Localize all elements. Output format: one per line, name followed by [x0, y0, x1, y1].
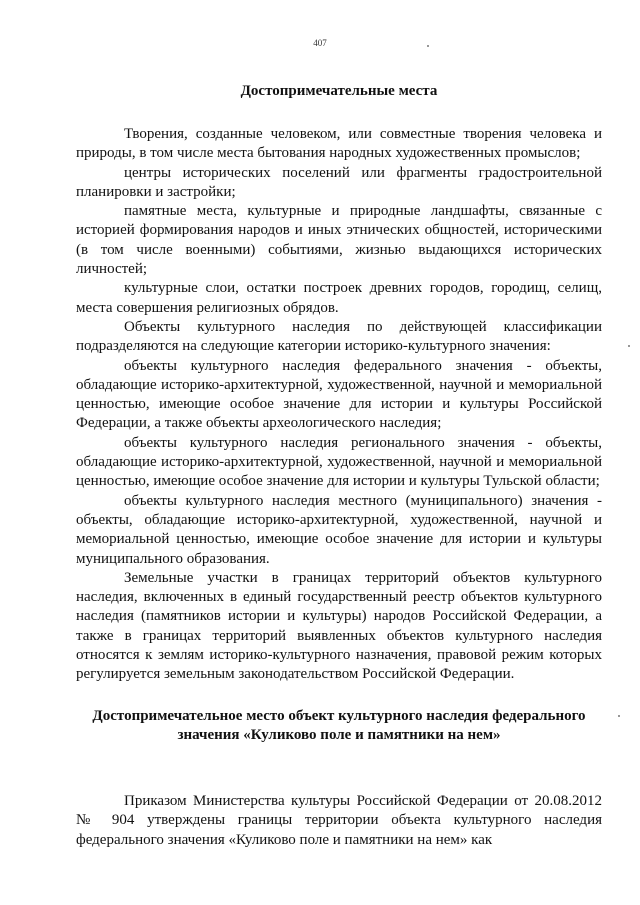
section-body-kulikovo-field [76, 792, 602, 850]
scan-speck [618, 715, 620, 717]
section-body-landmarks [76, 125, 602, 685]
page-number: 407 [313, 38, 327, 48]
paragraph: Земельные участки в границах территорий объектов культурного наследия, включенных в единый государственный реестр объектов культурного наследия (памятников истории и культуры) народов Российской Федерации, а также в границах территорий выявленных объектов культурного наследия относятся к землям историко-культурного назначения, правовой режим которых регулируется земельным законодательством Российской Федерации. [76, 569, 602, 683]
paragraph: Объекты культурного наследия по действующей классификации подразделяются на следующие категории историко-культурного значения: [76, 318, 602, 355]
paragraph: центры исторических поселений или фрагменты градостроительной планировки и застройки; [76, 164, 602, 200]
section-title-kulikovo-field: Достопримечательное место объект культурного наследия федерального значения «Куликово поле и памятники на нем» [92, 708, 586, 743]
paragraph: памятные места, культурные и природные ландшафты, связанные с историей формирования народов и иных этнических общностей, историческими (в том числе военными) событиями, жизнью выдающихся исторических личностей; [76, 203, 602, 278]
paragraph: Творения, созданные человеком, или совместные творения человека и природы, в том числе места бытования народных художественных промыслов; [76, 126, 602, 162]
scan-speck [427, 45, 429, 47]
paragraph: Приказом Министерства культуры Российской Федерации от 20.08.2012 № 904 утверждены границы территории объекта культурного наследия федерального значения «Куликово поле и памятники на нем» как [76, 793, 602, 848]
scan-speck [628, 345, 630, 347]
paragraph: объекты культурного наследия федерального значения - объекты, обладающие историко-архитектурной, художественной, научной и мемориальной ценностью, имеющие особое значение для истории и культуры Российской Федерации, а также объекты археологического наследия; [76, 357, 602, 432]
paragraph: объекты культурного наследия местного (муниципального) значения - объекты, обладающие историко-архитектурной, художественной, научной и мемориальной ценностью, имеющие особое значение для истории и культуры муниципального образования. [76, 492, 602, 567]
paragraph: культурные слои, остатки построек древних городов, городищ, селищ, места совершения религиозных обрядов. [76, 280, 602, 316]
section-title-landmarks: Достопримечательные места [240, 83, 438, 99]
paragraph: объекты культурного наследия регионального значения - объекты, обладающие историко-архитектурной, художественной, научной и мемориальной ценностью, имеющие особое значение для истории и культуры Тульской области; [76, 434, 602, 490]
